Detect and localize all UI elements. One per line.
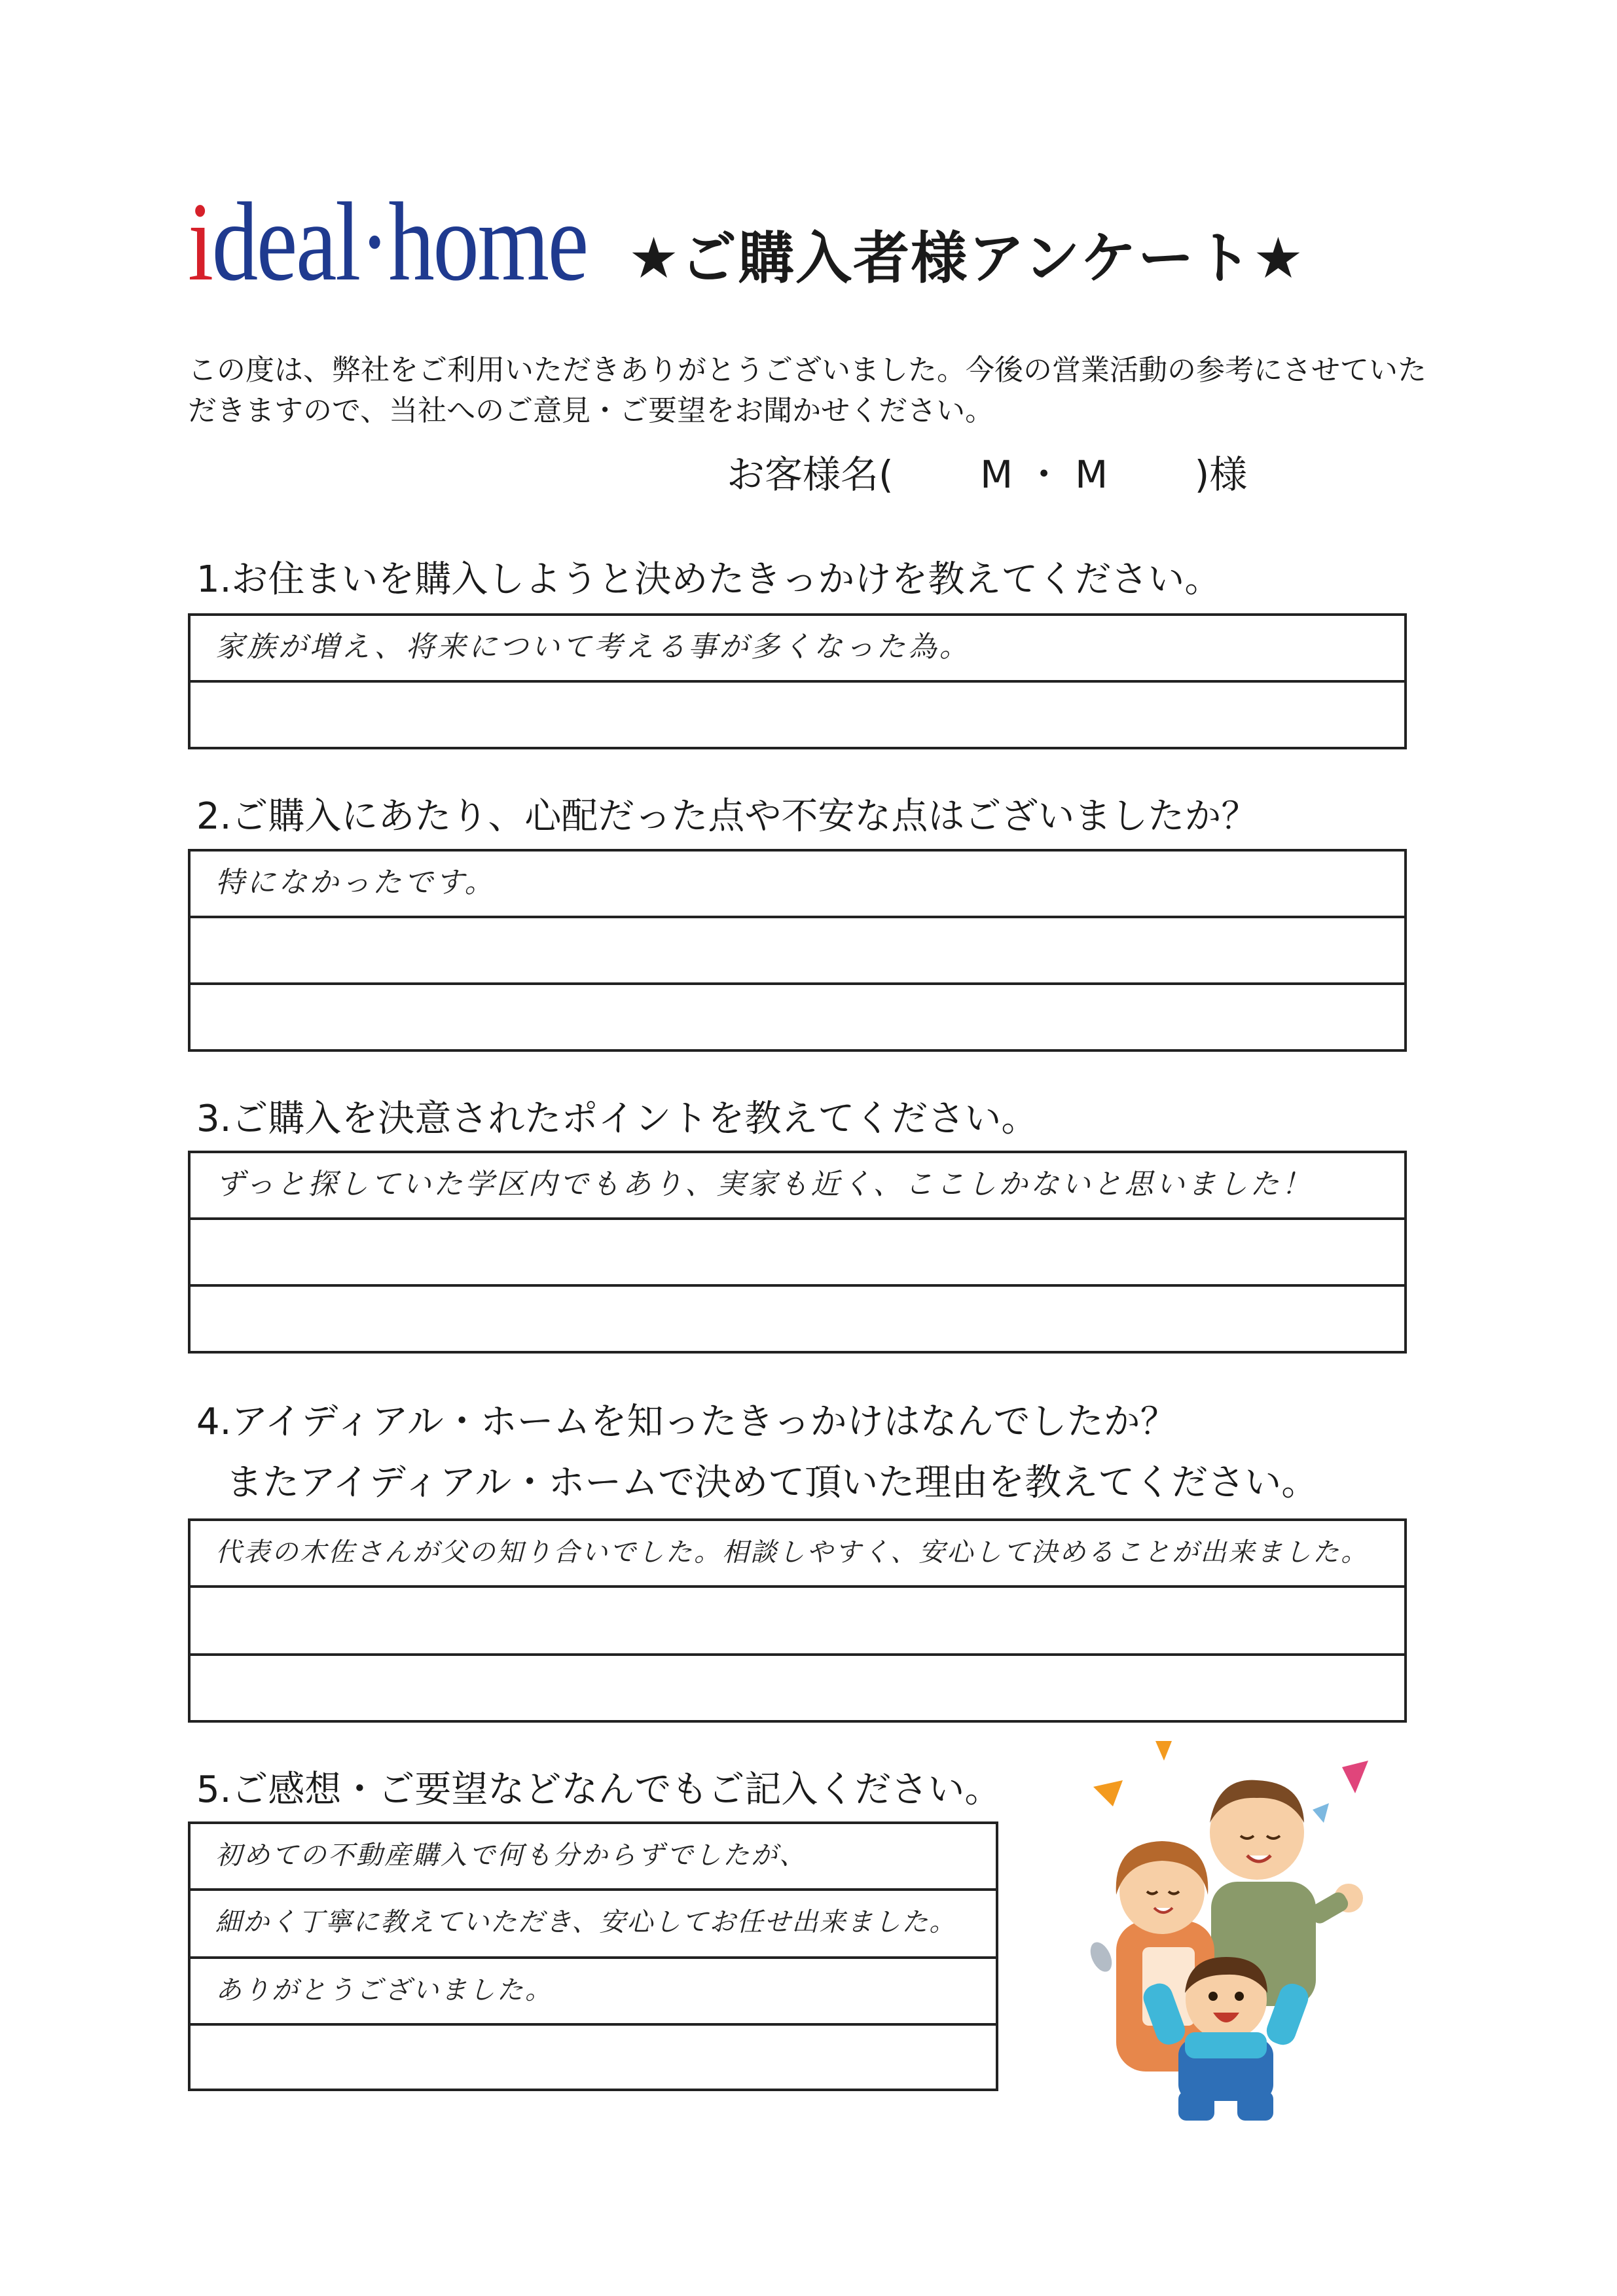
question-4-title: 4.アイディアル・ホームを知ったきっかけはなんでしたか？ — [196, 1401, 1177, 1443]
logo-i: i — [188, 180, 212, 304]
logo-text: deal·home — [211, 180, 587, 304]
question-2-title: 2.ご購入にあたり、心配だった点や不安な点はございましたか？ — [196, 795, 1258, 838]
answer-line — [191, 985, 1404, 1049]
answer-line — [191, 2026, 996, 2089]
answer-line: 家族が増え、将来について考える事が多くなった為。 — [191, 616, 1404, 683]
answer-box-3 — [188, 1151, 1407, 1354]
answer-line — [191, 1287, 1404, 1351]
answer-box-5 — [188, 1821, 998, 2091]
answer-line — [191, 683, 1404, 748]
answer-line: 初めての不動産購入で何も分からずでしたが、 — [191, 1824, 996, 1891]
answer-line: 特になかったです。 — [191, 852, 1404, 918]
answer-line: ずっと探していた学区内でもあり、実家も近く、ここしかないと思いました！ — [191, 1153, 1404, 1220]
answer-line — [191, 918, 1404, 985]
customer-suffix: )様 — [1194, 452, 1248, 497]
intro-text: この度は、弊社をご利用いただきありがとうございました。今後の営業活動の参考にさせていただきますので、当社へのご意見・ご要望をお聞かせください。 — [188, 353, 1426, 427]
answer-box-4 — [188, 1518, 1407, 1723]
ideal-home-logo — [188, 177, 587, 308]
question-5-title: 5.ご感想・ご要望などなんでもご記入ください。 — [196, 1768, 1002, 1811]
answer-box-2 — [188, 849, 1407, 1052]
answer-line — [191, 1588, 1404, 1656]
answer-line: 代表の木佐さんが父の知り合いでした。相談しやすく、安心して決めることが出来ました。 — [191, 1521, 1404, 1588]
answer-line: ありがとうございました。 — [191, 1959, 996, 2026]
family-illustration — [1087, 1731, 1388, 2124]
customer-label: お客様名( — [727, 452, 894, 497]
customer-name: M ・ M — [980, 452, 1108, 497]
question-4-subtitle: またアイディアル・ホームで決めて頂いた理由を教えてください。 — [226, 1462, 1318, 1504]
answer-line: 細かく丁寧に教えていただき、安心してお任せ出来ました。 — [191, 1891, 996, 1959]
answer-line — [191, 1220, 1404, 1287]
answer-line — [191, 1656, 1404, 1720]
question-1-title: 1.お住まいを購入しようと決めたきっかけを教えてください。 — [196, 558, 1222, 601]
customer-name-row — [727, 448, 1247, 501]
question-3-title: 3.ご購入を決意されたポイントを教えてください。 — [196, 1098, 1038, 1140]
answer-box-1 — [188, 613, 1407, 749]
page-title: ★ご購入者様アンケート★ — [628, 226, 1305, 291]
